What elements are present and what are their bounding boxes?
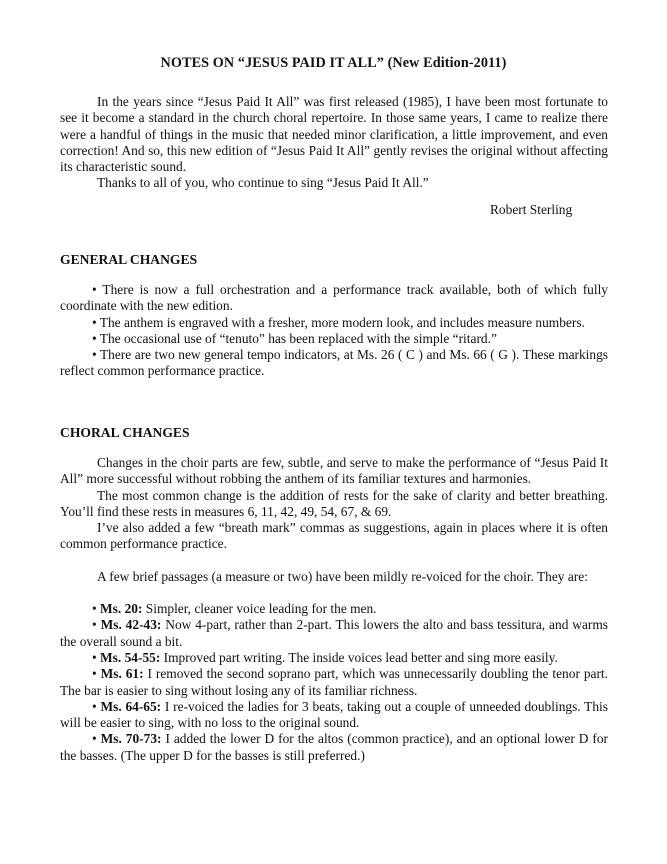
choral-paragraph-1: Changes in the choir parts are few, subtle, and serve to make the performance of “Jesus Paid It All” more successful without robbing the anthem of its familiar textures and harmonies. bbox=[60, 455, 608, 487]
item-text: Improved part writing. The inside voices lead better and sing more easily. bbox=[160, 649, 558, 665]
item-text: I re-voiced the ladies for 3 beats, taking out a couple of unneeded doublings. This will be easier to sing, with no loss to the original sound. bbox=[60, 698, 608, 731]
measure-label: Ms. 20: bbox=[100, 601, 143, 617]
choral-item bbox=[60, 666, 608, 699]
measure-label: Ms. 42-43: bbox=[100, 617, 162, 633]
choral-item bbox=[60, 650, 608, 666]
choral-item bbox=[60, 617, 608, 650]
general-changes-heading: GENERAL CHANGES bbox=[60, 252, 198, 267]
choral-changes-section bbox=[60, 455, 608, 764]
measure-label: Ms. 64-65: bbox=[100, 698, 162, 714]
bullet-mark: • bbox=[92, 601, 101, 617]
choral-item bbox=[60, 699, 608, 732]
general-item-4: • There are two new general tempo indicators, at Ms. 26 ( C ) and Ms. 66 ( G ). These markings reflect common performance practice. bbox=[60, 347, 608, 379]
measure-label: Ms. 70-73: bbox=[100, 731, 162, 747]
item-text: I removed the second soprano part, which was unnecessarily doubling the tenor part. The bar is easier to sing without losing any of its familiar richness. bbox=[60, 666, 608, 698]
choral-item bbox=[60, 601, 608, 617]
item-text: Now 4-part, rather than 2-part. This lowers the alto and bass tessitura, and warms the overall sound a bit. bbox=[60, 617, 608, 649]
signature: Robert Sterling bbox=[490, 202, 573, 217]
intro-section bbox=[60, 94, 608, 192]
choral-changes-heading: CHORAL CHANGES bbox=[60, 425, 190, 440]
general-item-3: • The occasional use of “tenuto” has been replaced with the simple “ritard.” bbox=[92, 330, 497, 346]
page-title: NOTES ON “JESUS PAID IT ALL” (New Edition-2011) bbox=[160, 55, 507, 71]
choral-item bbox=[60, 731, 608, 764]
bullet-mark: • bbox=[92, 666, 101, 682]
intro-paragraph-2: Thanks to all of you, who continue to sing “Jesus Paid It All.” bbox=[97, 175, 429, 191]
choral-paragraph-2: The most common change is the addition of rests for the sake of clarity and better breathing. You’ll find these rests in measures 6, 11, 42, 49, 54, 67, & 69. bbox=[60, 487, 608, 519]
choral-paragraph-3: I’ve also added a few “breath mark” commas as suggestions, again in places where it is often common performance practice. bbox=[60, 520, 608, 552]
general-item-2: • The anthem is engraved with a fresher, more modern look, and includes measure numbers. bbox=[92, 314, 585, 330]
measure-label: Ms. 54-55: bbox=[100, 649, 161, 665]
item-text: I added the lower D for the altos (common practice), and an optional lower D for the basses. (The upper D for the basses is still preferred.) bbox=[60, 731, 608, 763]
measure-label: Ms. 61: bbox=[100, 666, 144, 682]
choral-paragraph-4: A few brief passages (a measure or two) have been mildly re-voiced for the choir. They are: bbox=[97, 568, 588, 584]
bullet-mark: • bbox=[92, 698, 101, 714]
intro-paragraph-1: In the years since “Jesus Paid It All” was first released (1985), I have been most fortunate to see it become a standard in the church choral repertoire. In those same years, I came to realize there were a handful of things in the music that needed minor clarification, a little improvement, and even correction! And so, this new edition of “Jesus Paid It All” gently revises the original without affecting its characteristic sound. bbox=[60, 94, 608, 175]
bullet-mark: • bbox=[92, 731, 101, 747]
general-item-1: • There is now a full orchestration and a performance track available, both of which fully coordinate with the new edition. bbox=[60, 282, 608, 314]
item-text: Simpler, cleaner voice leading for the men. bbox=[142, 601, 377, 617]
general-changes-list bbox=[60, 282, 608, 380]
bullet-mark: • bbox=[92, 649, 101, 665]
bullet-mark: • bbox=[92, 617, 101, 633]
